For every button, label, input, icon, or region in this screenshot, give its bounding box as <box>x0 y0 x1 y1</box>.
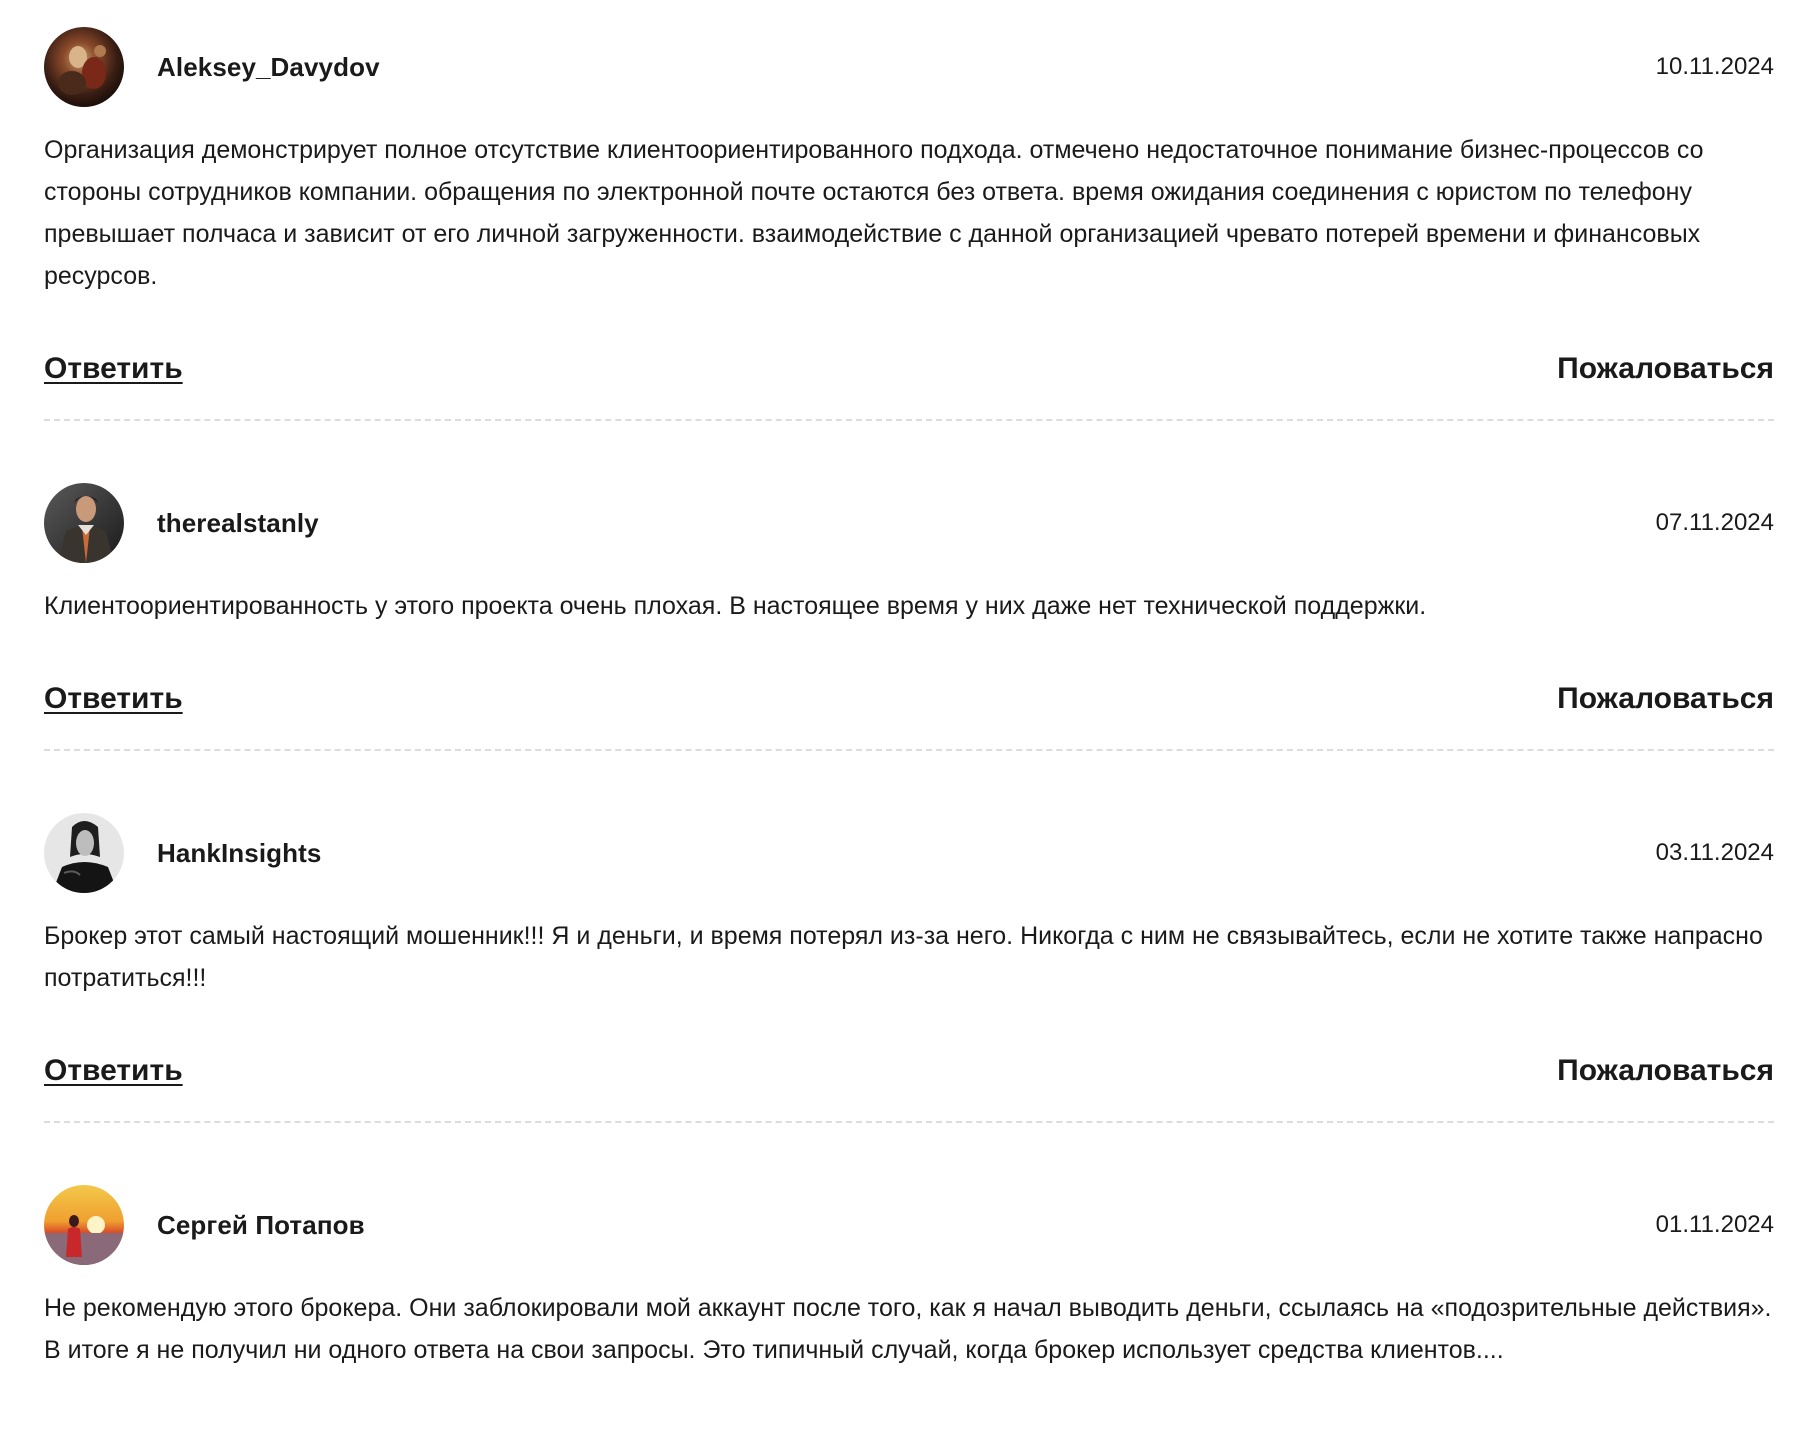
reply-link[interactable]: Ответить <box>44 352 183 385</box>
review-date: 03.11.2024 <box>1655 839 1774 866</box>
review-actions <box>44 349 1774 389</box>
user-avatar[interactable] <box>44 1185 124 1265</box>
user-avatar[interactable] <box>44 27 124 107</box>
review-date: 01.11.2024 <box>1655 1211 1774 1238</box>
review-item <box>44 0 1774 421</box>
author-name[interactable]: Aleksey_Davydov <box>157 51 380 82</box>
review-text: Не рекомендую этого брокера. Они заблокировали мой аккаунт после того, как я начал выводить деньги, ссылаясь на «подозрительные действия». В итоге я не получил ни одного ответа на свои запросы. Это типичный случай, когда брокер использует средства клиентов.... <box>44 1294 1772 1364</box>
review-actions <box>44 1051 1774 1091</box>
reply-link[interactable]: Ответить <box>44 682 183 715</box>
report-link[interactable]: Пожаловаться <box>1557 1054 1774 1087</box>
review-header <box>44 27 1774 107</box>
review-item <box>44 1123 1774 1371</box>
review-text: Организация демонстрирует полное отсутствие клиентоориентированного подхода. отмечено недостаточное понимание бизнес-процессов со стороны сотрудников компании. обращения по электронной почте остаются без ответа. время ожидания соединения с юристом по телефону превышает полчаса и зависит от его личной загруженности. взаимодействие с данной организацией чревато потерей времени и финансовых ресурсов. <box>44 136 1704 290</box>
author-name[interactable]: Сергей Потапов <box>157 1209 365 1240</box>
review-header <box>44 1185 1774 1265</box>
review-actions <box>44 679 1774 719</box>
user-avatar[interactable] <box>44 813 124 893</box>
sunset-avatar-icon <box>44 1185 124 1265</box>
report-link[interactable]: Пожаловаться <box>1557 682 1774 715</box>
user-avatar[interactable] <box>44 483 124 563</box>
review-date: 07.11.2024 <box>1655 509 1774 536</box>
reply-link[interactable]: Ответить <box>44 1054 183 1087</box>
author-name[interactable]: HankInsights <box>157 837 322 868</box>
report-link[interactable]: Пожаловаться <box>1557 352 1774 385</box>
review-item <box>44 751 1774 1123</box>
review-text: Брокер этот самый настоящий мошенник!!! Я и деньги, и время потерял из-за него. Никогда с ним не связывайтесь, если не хотите также напрасно потратиться!!! <box>44 922 1763 992</box>
painting-avatar-icon <box>44 27 124 107</box>
author-name[interactable]: therealstanly <box>157 507 319 538</box>
review-date: 10.11.2024 <box>1655 53 1774 80</box>
review-header <box>44 483 1774 563</box>
review-header <box>44 813 1774 893</box>
man-in-suit-avatar-icon <box>44 483 124 563</box>
bw-portrait-avatar-icon <box>44 813 124 893</box>
review-text: Клиентоориентированность у этого проекта очень плохая. В настоящее время у них даже нет технической поддержки. <box>44 592 1427 620</box>
review-item <box>44 421 1774 751</box>
